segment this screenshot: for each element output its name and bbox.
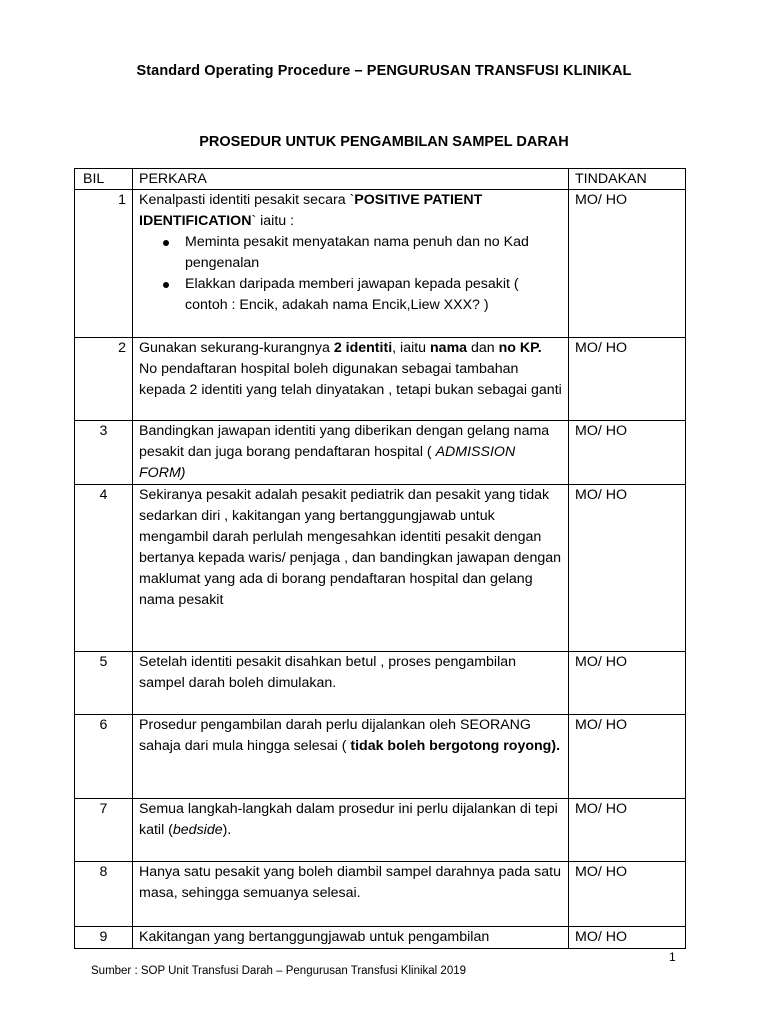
row-perkara [133,715,569,799]
procedure-table [74,168,686,949]
bullet-text: Elakkan daripada memberi jawapan kepada pesakit ( contoh : Encik, adakah nama Encik,Liew XXX? ) [185,276,519,313]
row-tindakan: MO/ HO [569,485,686,652]
row-number: 9 [75,927,133,949]
perkara-bold-text: tidak boleh bergotong royong). [350,738,561,754]
perkara-text: , iaitu [392,340,431,356]
row-number: 6 [75,715,133,799]
table-row [75,715,686,799]
perkara-italic-text: bedside [172,822,223,838]
row-tindakan: MO/ HO [569,652,686,715]
perkara-text: Gunakan sekurang-kurangnya [139,340,334,356]
row-tindakan: MO/ HO [569,421,686,485]
perkara-bold-text: no KP. [498,340,542,356]
table-row [75,190,686,338]
table-row [75,652,686,715]
table-row [75,485,686,652]
table-row [75,862,686,927]
row-number: 3 [75,421,133,485]
row-perkara: Setelah identiti pesakit disahkan betul , proses pengambilan sampel darah boleh dimulakan. [133,652,569,715]
sop-header-title: Standard Operating Procedure – PENGURUSAN TRANSFUSI KLINIKAL [136,63,632,79]
row-number: 8 [75,862,133,927]
table-row [75,927,686,949]
perkara-text: Kenalpasti identiti pesakit secara ` [139,192,355,208]
perkara-text: Bandingkan jawapan identiti yang diberikan dengan gelang nama pesakit dan juga borang pendaftaran hospital ( [139,423,550,460]
row-number: 5 [75,652,133,715]
bullet-list [139,232,562,316]
perkara-bold-text: POSITIVE PATIENT IDENTIFICATION [139,192,483,229]
footer-source: Sumber : SOP Unit Transfusi Darah – Pengurusan Transfusi Klinikal 2019 [91,965,467,977]
list-item [185,274,562,316]
list-item [185,232,562,274]
perkara-bold-text: nama [430,340,468,356]
perkara-text: dan [467,340,499,356]
perkara-text: No pendaftaran hospital boleh digunakan sebagai tambahan kepada 2 identiti yang telah dinyatakan , tetapi bukan sebagai ganti [139,361,562,398]
column-header-bil: BIL [75,169,133,190]
row-tindakan: MO/ HO [569,799,686,862]
row-tindakan: MO/ HO [569,862,686,927]
table-row [75,421,686,485]
row-tindakan: MO/ HO [569,190,686,338]
table-header-row [75,169,686,190]
row-number: 1 [75,190,133,338]
page-number: 1 [669,950,676,964]
perkara-text: Semua langkah-langkah dalam prosedur ini perlu dijalankan di tepi katil ( [139,801,558,838]
row-tindakan: MO/ HO [569,715,686,799]
perkara-bold-text: 2 identiti [333,340,393,356]
row-tindakan: MO/ HO [569,338,686,421]
perkara-text: ). [222,822,232,838]
column-header-perkara: PERKARA [133,169,569,190]
column-header-tindakan: TINDAKAN [569,169,686,190]
bullet-icon [163,282,169,288]
procedure-title: PROSEDUR UNTUK PENGAMBILAN SAMPEL DARAH [199,134,569,150]
row-perkara: Hanya satu pesakit yang boleh diambil sampel darahnya pada satu masa, sehingga semuanya selesai. [133,862,569,927]
perkara-italic-text: ADMISSION FORM) [139,444,516,481]
row-perkara [133,190,569,338]
row-number: 2 [75,338,133,421]
row-number: 7 [75,799,133,862]
bullet-icon [163,240,169,246]
row-perkara [133,799,569,862]
perkara-text: Prosedur pengambilan darah perlu dijalankan oleh SEORANG sahaja dari mula hingga selesai ( [139,717,531,754]
row-perkara: Kakitangan yang bertanggungjawab untuk pengambilan [133,927,569,949]
bullet-text: Meminta pesakit menyatakan nama penuh dan no Kad pengenalan [185,234,529,271]
row-perkara [133,421,569,485]
row-perkara [133,338,569,421]
row-number: 4 [75,485,133,652]
perkara-text: ` iaitu : [251,213,295,229]
table-row [75,799,686,862]
row-tindakan: MO/ HO [569,927,686,949]
row-perkara: Sekiranya pesakit adalah pesakit pediatrik dan pesakit yang tidak sedarkan diri , kakitangan yang bertanggungjawab untuk mengambil darah perlulah mengesahkan identiti pesakit dengan bertanya kepada waris/ penjaga , dan bandingkan jawapan dengan maklumat yang ada di borang pendaftaran hospital dan gelang nama pesakit [133,485,569,652]
table-row [75,338,686,421]
